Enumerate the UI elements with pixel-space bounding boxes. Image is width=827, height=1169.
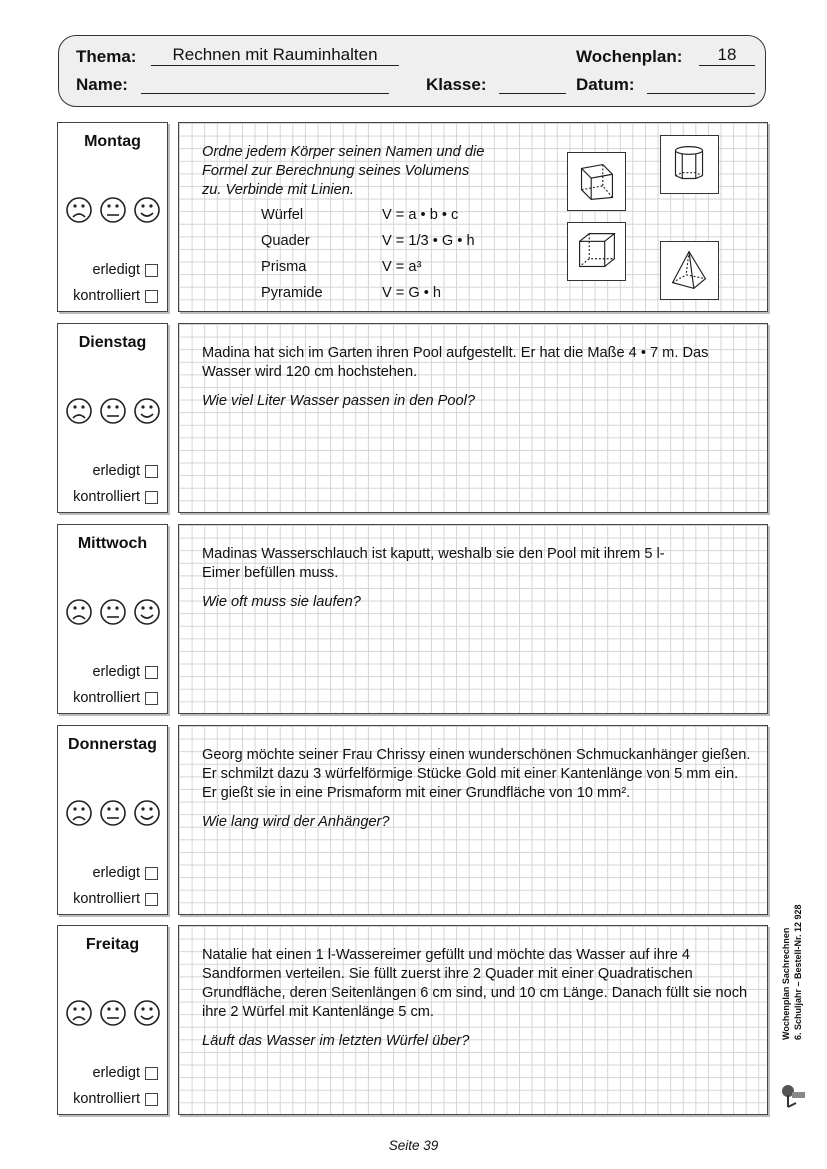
- erledigt-checkbox[interactable]: [145, 264, 158, 277]
- kontrolliert-checkbox[interactable]: [145, 491, 158, 504]
- task-body: Natalie hat einen 1 l-Wassereimer gefüllt und möchte das Wasser auf ihre 4 Sandformen verteilen. Sie füllt zuerst ihre 2 Quader mit einer Quadratischen Grundfläche, deren Seitenlängen 6 cm sind, und 10 cm Länge. Danach füllt sie noch ihre 2 Würfel mit Kantenlänge 5 cm.: [202, 947, 748, 1020]
- neutral-face-icon[interactable]: [101, 198, 125, 222]
- task-question: Wie oft muss sie laufen?: [202, 594, 361, 610]
- body-name-prisma: Prisma: [261, 259, 307, 275]
- task-intro-text: Ordne jedem Körper seinen Namen und die Formel zur Berechnung seines Volumens zu. Verbinde mit Linien.: [202, 144, 485, 198]
- task-question: Wie lang wird der Anhänger?: [202, 814, 390, 830]
- datum-field[interactable]: [647, 93, 755, 94]
- kontrolliert-row: [73, 1091, 158, 1107]
- day-name: Mittwoch: [77, 535, 148, 552]
- thema-label: Thema:: [76, 47, 137, 66]
- task-body: Madina hat sich im Garten ihren Pool aufgestellt. Er hat die Maße 4 • 7 m. Das Wasser wird 120 cm hochstehen.: [202, 345, 709, 380]
- day-panel-mittwoch: [57, 524, 168, 714]
- task-panel-dienstag: [178, 323, 768, 513]
- kontrolliert-row: [73, 288, 158, 304]
- day-panel-montag: [57, 122, 168, 312]
- formula-4: V = G • h: [382, 285, 442, 301]
- mood-faces: [65, 998, 161, 1028]
- happy-face-icon[interactable]: [135, 399, 159, 423]
- kontrolliert-label: kontrolliert: [73, 288, 140, 304]
- name-field[interactable]: [141, 93, 389, 94]
- happy-face-icon[interactable]: [135, 198, 159, 222]
- erledigt-checkbox[interactable]: [145, 666, 158, 679]
- task-panel-montag: [178, 122, 768, 312]
- mood-faces: [65, 195, 161, 225]
- pyramid-shape-icon: [660, 241, 719, 300]
- day-panel-donnerstag: [57, 725, 168, 915]
- wochenplan-underline: [699, 65, 755, 66]
- task-body: Georg möchte seiner Frau Chrissy einen wunderschönen Schmuckanhänger gießen. Er schmilzt dazu 3 würfelförmige Stücke Gold mit einer Kantenlänge von 5 mm ein.: [202, 747, 751, 782]
- mood-faces: [65, 798, 161, 828]
- thema-value: Rechnen mit Rauminhalten: [172, 45, 378, 64]
- kontrolliert-checkbox[interactable]: [145, 1093, 158, 1106]
- header-box: [58, 35, 766, 107]
- erledigt-label: erledigt: [92, 664, 140, 680]
- erledigt-label: erledigt: [92, 1065, 140, 1081]
- task-text: [202, 746, 757, 842]
- publisher-logo-icon: [780, 1083, 806, 1109]
- task-panel-freitag: [178, 925, 768, 1115]
- day-panel-dienstag: [57, 323, 168, 513]
- erledigt-row: [92, 664, 158, 680]
- erledigt-row: [92, 463, 158, 479]
- task-question: Wie viel Liter Wasser passen in den Pool?: [202, 393, 475, 409]
- task-text: [202, 344, 757, 421]
- kontrolliert-label: kontrolliert: [73, 690, 140, 706]
- task-panel-donnerstag: [178, 725, 768, 915]
- formula-1: V = a • b • c: [382, 207, 459, 223]
- task-text: [202, 545, 702, 622]
- neutral-face-icon[interactable]: [101, 801, 125, 825]
- kontrolliert-row: [73, 489, 158, 505]
- sad-face-icon[interactable]: [67, 1001, 91, 1025]
- sad-face-icon[interactable]: [67, 399, 91, 423]
- side-note-line2: 6. Schuljahr – Bestell-Nr. 12 928: [793, 904, 803, 1040]
- neutral-face-icon[interactable]: [101, 399, 125, 423]
- sad-face-icon[interactable]: [67, 801, 91, 825]
- happy-face-icon[interactable]: [135, 600, 159, 624]
- task-text: [202, 946, 757, 1061]
- page-number: Seite 39: [388, 1138, 439, 1153]
- task-panel-mittwoch: [178, 524, 768, 714]
- erledigt-label: erledigt: [92, 463, 140, 479]
- side-note: [779, 880, 809, 1060]
- kontrolliert-label: kontrolliert: [73, 1091, 140, 1107]
- task-question: Läuft das Wasser im letzten Würfel über?: [202, 1033, 470, 1049]
- cube-shape-icon: [567, 222, 626, 281]
- mood-faces: [65, 396, 161, 426]
- erledigt-row: [92, 262, 158, 278]
- klasse-field[interactable]: [499, 93, 566, 94]
- kontrolliert-label: kontrolliert: [73, 489, 140, 505]
- day-name: Dienstag: [78, 334, 147, 351]
- day-panel-freitag: [57, 925, 168, 1115]
- erledigt-row: [92, 865, 158, 881]
- formula-2: V = 1/3 • G • h: [382, 233, 475, 249]
- day-name: Freitag: [85, 936, 140, 953]
- wochenplan-label: Wochenplan:: [576, 47, 683, 66]
- body-name-wuerfel: Würfel: [261, 207, 304, 223]
- cuboid-shape-icon: [567, 152, 626, 211]
- formula-3: V = a³: [382, 259, 422, 275]
- kontrolliert-checkbox[interactable]: [145, 290, 158, 303]
- kontrolliert-row: [73, 891, 158, 907]
- kontrolliert-checkbox[interactable]: [145, 893, 158, 906]
- erledigt-checkbox[interactable]: [145, 465, 158, 478]
- side-note-line1: Wochenplan Sachrechnen: [781, 927, 791, 1040]
- body-name-quader: Quader: [261, 233, 310, 249]
- happy-face-icon[interactable]: [135, 801, 159, 825]
- task-body: Madinas Wasserschlauch ist kaputt, weshalb sie den Pool mit ihrem 5 l-Eimer befüllen muss.: [202, 546, 665, 581]
- erledigt-label: erledigt: [92, 262, 140, 278]
- erledigt-row: [92, 1065, 158, 1081]
- sad-face-icon[interactable]: [67, 198, 91, 222]
- happy-face-icon[interactable]: [135, 1001, 159, 1025]
- kontrolliert-checkbox[interactable]: [145, 692, 158, 705]
- neutral-face-icon[interactable]: [101, 1001, 125, 1025]
- erledigt-label: erledigt: [92, 865, 140, 881]
- body-name-pyramide: Pyramide: [261, 285, 323, 301]
- name-label: Name:: [76, 75, 128, 94]
- hexagonal-prism-icon: [660, 135, 719, 194]
- task-intro: [202, 143, 492, 210]
- mood-faces: [65, 597, 161, 627]
- erledigt-checkbox[interactable]: [145, 867, 158, 880]
- day-name: Montag: [84, 133, 141, 150]
- klasse-label: Klasse:: [426, 75, 487, 94]
- thema-underline: [151, 65, 399, 66]
- erledigt-checkbox[interactable]: [145, 1067, 158, 1080]
- task-body-2: Er gießt sie in eine Prismaform mit einer Grundfläche von 10 mm².: [202, 785, 631, 801]
- datum-label: Datum:: [576, 75, 635, 94]
- neutral-face-icon[interactable]: [101, 600, 125, 624]
- wochenplan-value: 18: [717, 45, 737, 64]
- kontrolliert-label: kontrolliert: [73, 891, 140, 907]
- kontrolliert-row: [73, 690, 158, 706]
- day-name: Donnerstag: [68, 736, 157, 753]
- sad-face-icon[interactable]: [67, 600, 91, 624]
